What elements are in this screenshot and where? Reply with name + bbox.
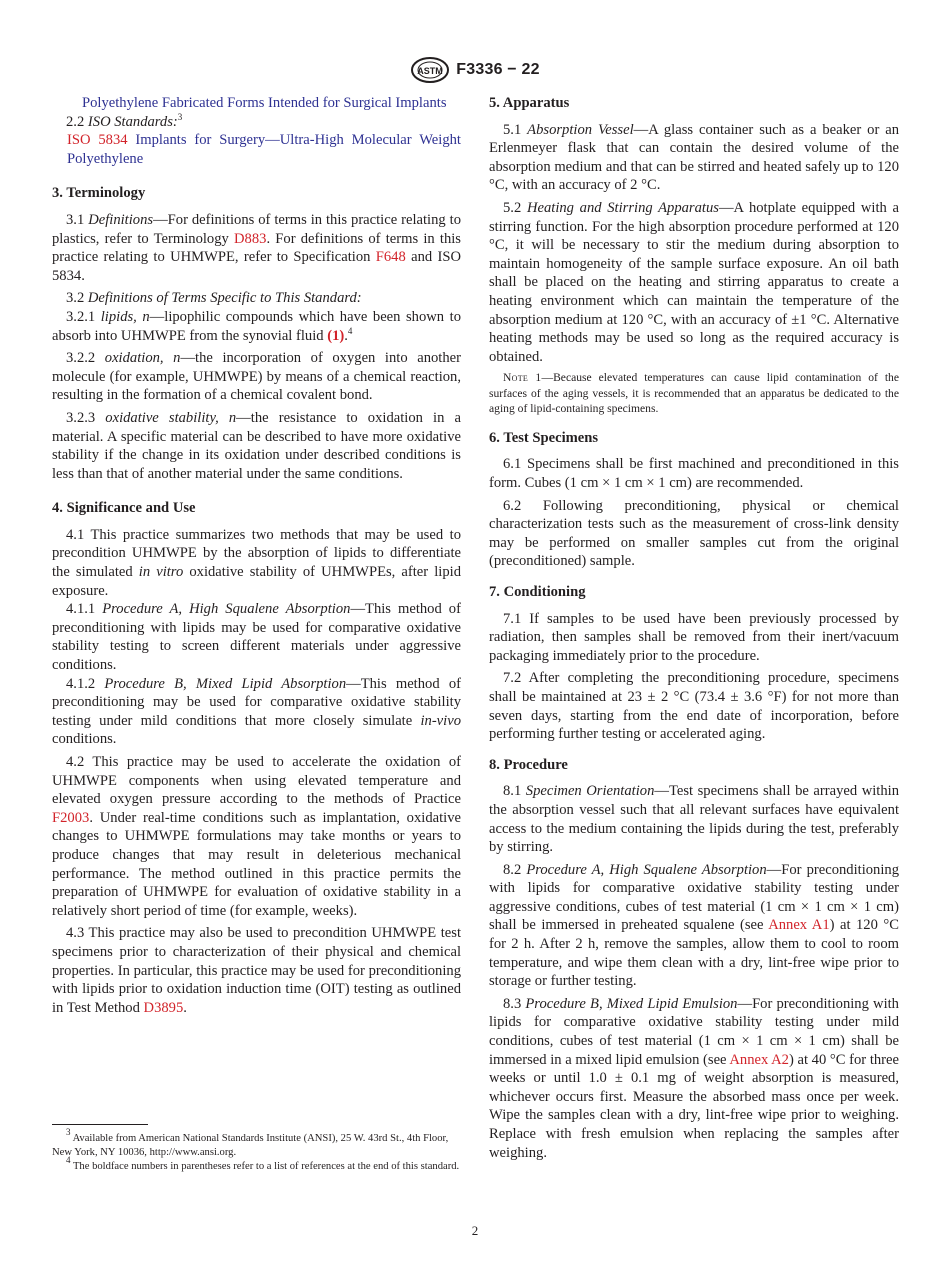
paragraph-7-2: 7.2 After completing the preconditioning procedure, specimens shall be maintained at 23 ± 2 °C (73.4 ± 3.6 °F) for not more than seven days, starting from the end date of incorporation, before performing further testing or accelerated aging. xyxy=(489,670,899,743)
page-number: 2 xyxy=(471,1223,479,1238)
paragraph-4-1-2: 4.1.2 Procedure B, Mixed Lipid Absorption—This method of preconditioning may be used for comparative oxidative stability testing under mild conditions that more closely simulate in-vivo conditions. xyxy=(52,675,461,748)
reference-continuation[interactable]: Polyethylene Fabricated Forms Intended for Surgical Implants xyxy=(82,95,447,111)
paragraph-7-1: 7.1 If samples to be used have been previously processed by radiation, then samples shall be removed from their inert/vacuum packaging immediately prior to the procedure. xyxy=(489,610,899,664)
footnote-3: $^3$ Available from American National Standards Institute (ANSI), 25 W. 43rd St., 4th Floor, New York, NY 10036, http://www.ansi.org. xyxy=(52,1127,449,1158)
paragraph-8-2: 8.2 Procedure A, High Squalene Absorption—For preconditioning with lipids for comparative oxidative stability testing under aggressive conditions, cubes of test material (1 cm × 1 cm × 1 cm) shall be immersed in preheated squalene (see Annex A1) at 120 °C for 2 h. After 2 h, remove the samples, allow them to cool to room temperature, and wipe them clean with a dry, lint-free wipe prior to storage or further testing. xyxy=(489,861,899,990)
paragraph-8-1: 8.1 Specimen Orientation—Test specimens shall be arrayed within the absorption vessel such that all relevant surfaces have equivalent access to the medium containing the lipids during the test, preferably by stirring. xyxy=(489,783,899,856)
section-8-heading: 8. Procedure xyxy=(489,756,568,773)
paragraph-4-1: 4.1 This practice summarizes two methods that may be used to precondition UHMWPE by the absorption of lipids to differentiate the simulated in vitro oxidative stability of UHMWPEs, after lipid exposure. xyxy=(52,526,461,599)
paragraph-6-1: 6.1 Specimens shall be first machined and preconditioned in this form. Cubes (1 cm × 1 cm × 1 cm) are recommended. xyxy=(489,456,899,491)
paragraph-4-1-1: 4.1.1 Procedure A, High Squalene Absorption—This method of preconditioning with lipids may be used for comparative oxidative stability testing to screen different materials under aggressive conditions. xyxy=(52,601,461,674)
paragraph-3-2: 3.2 Definitions of Terms Specific to This Standard: xyxy=(66,290,362,307)
document-id: F3336 − 22 xyxy=(456,60,540,78)
reference-1-link[interactable]: (1) xyxy=(327,327,345,344)
section-7-heading: 7. Conditioning xyxy=(489,583,586,600)
paragraph-6-2: 6.2 Following preconditioning, physical or chemical characterization tests such as the measurement of cross-link density may be performed on smaller samples cut from the original (preconditioned) sample. xyxy=(489,497,899,570)
link-f2003[interactable]: F2003 xyxy=(52,809,90,826)
section-3-heading: 3. Terminology xyxy=(52,185,146,202)
section-4-heading: 4. Significance and Use xyxy=(52,500,196,517)
paragraph-8-3: 8.3 Procedure B, Mixed Lipid Emulsion—For preconditioning with lipids for comparative oxidative stability testing under mild conditions, cubes of test material (1 cm × 1 cm × 1 cm) shall be immersed in a mixed lipid emulsion (see Annex A2) at 40 °C for three weeks or until 1.0 ± 0.1 mg of weight absorption is measured, whichever occurs first. Measure the absorbed mass once per week. Wipe the samples clean with a dry, lint-free wipe prior to weighing. Replace with fresh emulsion when replacing the samples after weighing. xyxy=(489,995,899,1161)
paragraph-5-1: 5.1 Absorption Vessel—A glass container such as a beaker or an Erlenmeyer flask that can contain the desired volume of the absorption medium and that can be stirred and heated safely up to 120 °C, with an accuracy of 2 °C. xyxy=(489,121,899,194)
link-d3895[interactable]: D3895 xyxy=(143,999,184,1016)
paragraph-3-2-3: 3.2.3 oxidative stability, n—the resistance to oxidation in a material. A specific material can be described to have more oxidative stability if the change in its oxidation under described conditions is less than that of another material under the same conditions. xyxy=(52,409,461,482)
footnote-4: $^4$ The boldface numbers in parentheses refer to a list of references at the end of this standard. xyxy=(66,1155,460,1172)
paragraph-5-2: 5.2 Heating and Stirring Apparatus—A hotplate equipped with a stirring function. For the high absorption procedure performed at 120 °C, it will be necessary to stir the medium during absorption to maintain homogeneity of the sample surface exposure. An oil bath shall be placed on the heating and stirring apparatus to create a heating environment which can maintain the temperature of the absorption medium at 120 °C, with an accuracy of ±1 °C. Alternative heating methods may be used so long as the required accuracy is obtained. xyxy=(489,199,899,365)
astm-logo-icon xyxy=(410,56,450,84)
iso-standards-heading: 2.2 ISO Standards:$^3$ xyxy=(66,111,183,130)
paragraph-3-1: 3.1 Definitions—For definitions of terms in this practice relating to plastics, refer to Terminology D883. For definitions of terms in this practice relating to UHMWPE, refer to Specification F648 and ISO 5834. xyxy=(52,211,462,284)
iso-5834-reference[interactable]: ISO 5834 Implants for Surgery—Ultra-High Molecular Weight Polyethylene xyxy=(67,132,461,167)
paragraph-4-3: 4.3 This practice may also be used to precondition UHMWPE test specimens prior to characterization of their physical and chemical properties. In particular, this practice may be used for preconditioning with lipids prior to oxidation induction time (OIT) testing as outlined in Test Method D3895. xyxy=(52,925,461,1016)
paragraph-3-2-2: 3.2.2 oxidation, n—the incorporation of oxygen into another molecule (for example, UHMWPE) by means of a chemical reaction, resulting in the formation of a chemical covalent bond. xyxy=(52,350,461,404)
link-annex-a2[interactable]: Annex A2 xyxy=(729,1051,789,1068)
section-6-heading: 6. Test Specimens xyxy=(489,429,599,446)
paragraph-4-2: 4.2 This practice may be used to accelerate the oxidation of UHMWPE components when using elevated temperature and elevated oxygen pressure according to the methods of Practice F2003. Under real-time conditions such as implantation, oxidative changes to UHMWPE formulations may take months or years to produce changes that may result in deleterious mechanical performance. The method outlined in this practice permits the preparation of UHMWPE for evaluation of oxidative stability in a relatively short period of time (for example, weeks). xyxy=(52,754,461,919)
astm-logo-text: ASTM xyxy=(417,66,444,76)
right-column xyxy=(489,94,899,1166)
footnotes xyxy=(52,1127,461,1175)
link-d883[interactable]: D883 xyxy=(234,230,267,247)
paragraph-3-2-1: 3.2.1 lipids, n—lipophilic compounds which have been shown to absorb into UHMWPE from the synovial fluid (1).$^4$ xyxy=(52,308,461,344)
link-f648[interactable]: F648 xyxy=(375,249,406,266)
link-annex-a1[interactable]: Annex A1 xyxy=(768,917,830,934)
note-1: Note 1—Because elevated temperatures can cause lipid contamination of the surfaces of the aging vessels, it is recommended that an apparatus be dedicated to the aging of lipid-containing specimens. xyxy=(489,371,899,416)
left-column xyxy=(52,94,461,1021)
page-header xyxy=(0,56,950,84)
section-5-heading: 5. Apparatus xyxy=(489,95,570,111)
footnote-divider xyxy=(52,1124,148,1125)
